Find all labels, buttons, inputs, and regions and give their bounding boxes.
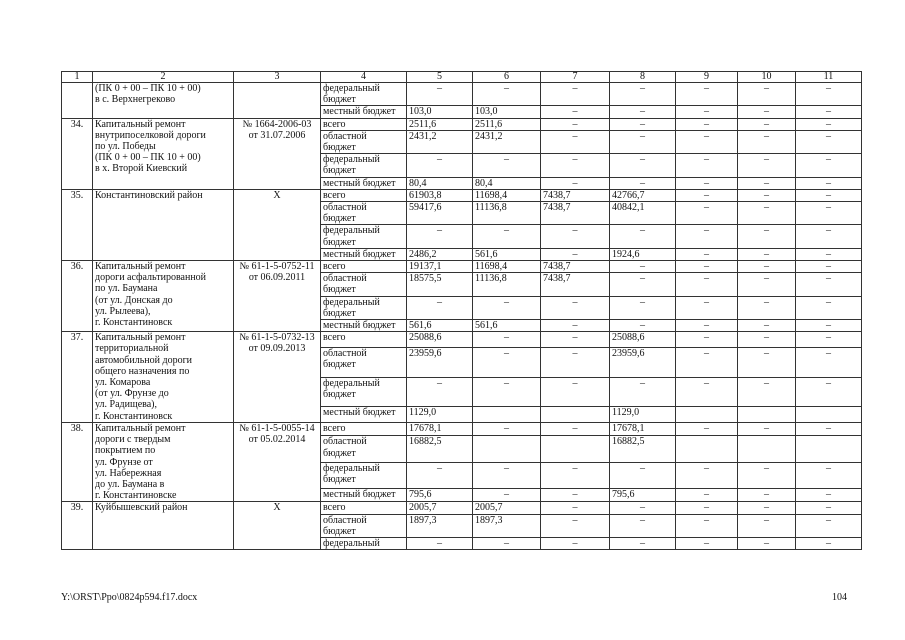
amount-cell: – [676, 118, 738, 130]
amount-cell: 11136,8 [473, 202, 541, 225]
funding-source: местный бюджет [321, 177, 407, 189]
amount-cell: – [473, 462, 541, 488]
amount-cell: 40842,1 [610, 202, 676, 225]
amount-cell: – [796, 422, 862, 436]
object-name: Константиновский район [93, 189, 234, 260]
header-cell: 10 [738, 72, 796, 83]
amount-cell: – [407, 537, 473, 549]
amount-cell: – [610, 296, 676, 319]
amount-cell: – [676, 347, 738, 377]
object-name: Капитальный ремонт дороги асфальтированной по ул. Баумана (от ул. Донская до ул. Рылеева), г. Константиновск [93, 261, 234, 332]
amount-cell: – [676, 537, 738, 549]
amount-cell: – [796, 248, 862, 260]
document-ref: X [234, 189, 321, 260]
amount-cell: – [610, 377, 676, 407]
amount-cell: – [676, 202, 738, 225]
amount-cell: – [796, 332, 862, 348]
funding-source: местный бюджет [321, 248, 407, 260]
funding-source: федеральный бюджет [321, 154, 407, 177]
amount-cell: – [796, 296, 862, 319]
amount-cell: – [610, 118, 676, 130]
amount-cell: – [796, 83, 862, 106]
amount-cell [473, 407, 541, 423]
amount-cell: – [407, 154, 473, 177]
amount-cell: – [541, 462, 610, 488]
amount-cell: 80,4 [473, 177, 541, 189]
amount-cell: 16882,5 [407, 436, 473, 462]
amount-cell: 16882,5 [610, 436, 676, 462]
amount-cell: – [407, 296, 473, 319]
amount-cell: – [473, 377, 541, 407]
amount-cell: – [738, 422, 796, 436]
amount-cell: – [676, 514, 738, 537]
amount-cell: – [610, 261, 676, 273]
amount-cell: – [796, 261, 862, 273]
amount-cell: – [676, 261, 738, 273]
table-row [62, 502, 862, 514]
amount-cell: – [738, 248, 796, 260]
funding-source: местный бюджет [321, 488, 407, 502]
funding-source: местный бюджет [321, 407, 407, 423]
funding-source: федеральный бюджет [321, 83, 407, 106]
amount-cell: – [676, 225, 738, 248]
amount-cell: – [541, 537, 610, 549]
amount-cell: – [473, 296, 541, 319]
amount-cell: – [796, 377, 862, 407]
amount-cell: 61903,8 [407, 189, 473, 201]
object-name: Капитальный ремонт территориальной автомобильной дороги общего назначения по ул. Комарова (от ул. Фрунзе до ул. Радищева), г. Константиновск [93, 332, 234, 423]
row-number: 35. [62, 189, 93, 260]
amount-cell: – [407, 225, 473, 248]
amount-cell: – [738, 462, 796, 488]
funding-source: местный бюджет [321, 320, 407, 332]
document-ref: № 61-1-5-0055-14 от 05.02.2014 [234, 422, 321, 501]
amount-cell: – [676, 422, 738, 436]
funding-source: областной бюджет [321, 347, 407, 377]
amount-cell: 795,6 [610, 488, 676, 502]
amount-cell: 19137,1 [407, 261, 473, 273]
amount-cell: 59417,6 [407, 202, 473, 225]
amount-cell: 561,6 [473, 320, 541, 332]
funding-source: всего [321, 118, 407, 130]
amount-cell: – [676, 273, 738, 296]
amount-cell: 80,4 [407, 177, 473, 189]
amount-cell: – [796, 118, 862, 130]
row-number: 38. [62, 422, 93, 501]
amount-cell: – [796, 130, 862, 153]
amount-cell: – [610, 320, 676, 332]
amount-cell: 1897,3 [407, 514, 473, 537]
amount-cell: – [738, 502, 796, 514]
amount-cell: – [738, 83, 796, 106]
header-cell: 3 [234, 72, 321, 83]
table-row [62, 118, 862, 130]
amount-cell: 25088,6 [610, 332, 676, 348]
funding-source: областной бюджет [321, 273, 407, 296]
amount-cell: – [610, 273, 676, 296]
amount-cell: – [407, 462, 473, 488]
amount-cell: – [738, 296, 796, 319]
object-name: Капитальный ремонт дороги с твердым покрытием по ул. Фрунзе от ул. Набережная до ул. Баумана в г. Константиновске [93, 422, 234, 501]
amount-cell: – [738, 488, 796, 502]
document-ref: X [234, 502, 321, 550]
amount-cell: 1129,0 [610, 407, 676, 423]
amount-cell: – [541, 488, 610, 502]
table-row [62, 261, 862, 273]
amount-cell: 1924,6 [610, 248, 676, 260]
amount-cell: – [610, 502, 676, 514]
funding-source: областной бюджет [321, 514, 407, 537]
header-row [62, 72, 862, 83]
amount-cell: – [541, 225, 610, 248]
amount-cell: – [676, 296, 738, 319]
amount-cell: – [738, 130, 796, 153]
header-cell: 1 [62, 72, 93, 83]
amount-cell: – [676, 106, 738, 118]
amount-cell: – [610, 83, 676, 106]
page-number: 104 [832, 592, 847, 603]
amount-cell: – [796, 347, 862, 377]
amount-cell: 561,6 [407, 320, 473, 332]
amount-cell: – [610, 225, 676, 248]
budget-table [61, 71, 862, 550]
amount-cell: – [541, 502, 610, 514]
amount-cell: 2005,7 [473, 502, 541, 514]
amount-cell: – [473, 225, 541, 248]
document-path: Y:\ORST\Ppo\0824p594.f17.docx [61, 592, 198, 603]
amount-cell: 1129,0 [407, 407, 473, 423]
amount-cell: – [676, 332, 738, 348]
amount-cell: 795,6 [407, 488, 473, 502]
amount-cell: – [738, 347, 796, 377]
amount-cell: – [738, 537, 796, 549]
document-ref [234, 83, 321, 119]
amount-cell: – [541, 514, 610, 537]
funding-source: федеральный бюджет [321, 225, 407, 248]
amount-cell: – [541, 347, 610, 377]
amount-cell: – [541, 248, 610, 260]
amount-cell: – [676, 488, 738, 502]
amount-cell [473, 436, 541, 462]
amount-cell [541, 407, 610, 423]
amount-cell: 2005,7 [407, 502, 473, 514]
amount-cell: 25088,6 [407, 332, 473, 348]
amount-cell: – [738, 273, 796, 296]
amount-cell: – [610, 154, 676, 177]
funding-source: областной бюджет [321, 202, 407, 225]
header-cell: 6 [473, 72, 541, 83]
amount-cell: – [610, 537, 676, 549]
amount-cell: – [473, 83, 541, 106]
table-row [62, 83, 862, 106]
amount-cell: – [738, 189, 796, 201]
amount-cell: – [796, 488, 862, 502]
amount-cell: – [738, 118, 796, 130]
object-name: (ПК 0 + 00 – ПК 10 + 00) в с. Верхнегреково [93, 83, 234, 119]
funding-source: всего [321, 422, 407, 436]
funding-source: областной бюджет [321, 130, 407, 153]
amount-cell: – [738, 177, 796, 189]
amount-cell: – [738, 154, 796, 177]
object-name: Куйбышевский район [93, 502, 234, 550]
amount-cell: – [610, 514, 676, 537]
amount-cell: 17678,1 [610, 422, 676, 436]
amount-cell: – [796, 320, 862, 332]
amount-cell [796, 436, 862, 462]
amount-cell: – [676, 189, 738, 201]
amount-cell: – [473, 154, 541, 177]
funding-source: всего [321, 189, 407, 201]
row-number [62, 83, 93, 119]
amount-cell: 17678,1 [407, 422, 473, 436]
funding-source: всего [321, 332, 407, 348]
amount-cell: – [541, 118, 610, 130]
header-cell: 8 [610, 72, 676, 83]
amount-cell: – [796, 202, 862, 225]
amount-cell: 7438,7 [541, 202, 610, 225]
amount-cell: – [541, 377, 610, 407]
amount-cell [541, 436, 610, 462]
amount-cell: – [473, 347, 541, 377]
amount-cell: – [541, 177, 610, 189]
row-number: 37. [62, 332, 93, 423]
amount-cell: – [796, 154, 862, 177]
amount-cell: – [796, 514, 862, 537]
amount-cell: – [738, 261, 796, 273]
amount-cell: – [610, 106, 676, 118]
amount-cell [676, 436, 738, 462]
amount-cell: – [796, 225, 862, 248]
amount-cell: – [738, 106, 796, 118]
amount-cell: – [676, 177, 738, 189]
table-row [62, 189, 862, 201]
document-ref: № 61-1-5-0752-11 от 06.09.2011 [234, 261, 321, 332]
amount-cell: 2486,2 [407, 248, 473, 260]
amount-cell: 1897,3 [473, 514, 541, 537]
funding-source: всего [321, 502, 407, 514]
amount-cell [738, 407, 796, 423]
amount-cell: – [541, 130, 610, 153]
amount-cell: 7438,7 [541, 189, 610, 201]
table-body [62, 72, 862, 550]
amount-cell: 11698,4 [473, 261, 541, 273]
amount-cell: – [541, 154, 610, 177]
row-number: 36. [62, 261, 93, 332]
amount-cell: 23959,6 [407, 347, 473, 377]
amount-cell: 103,0 [407, 106, 473, 118]
amount-cell: – [541, 422, 610, 436]
amount-cell: – [473, 332, 541, 348]
amount-cell: – [541, 320, 610, 332]
amount-cell: – [676, 83, 738, 106]
amount-cell: 2431,2 [473, 130, 541, 153]
amount-cell: – [796, 189, 862, 201]
amount-cell: – [796, 462, 862, 488]
amount-cell: 2511,6 [473, 118, 541, 130]
funding-source: федеральный бюджет [321, 377, 407, 407]
amount-cell: 42766,7 [610, 189, 676, 201]
amount-cell [738, 436, 796, 462]
amount-cell [676, 407, 738, 423]
amount-cell: 103,0 [473, 106, 541, 118]
amount-cell: – [738, 225, 796, 248]
amount-cell: – [610, 130, 676, 153]
amount-cell [796, 407, 862, 423]
header-cell: 5 [407, 72, 473, 83]
table-row [62, 332, 862, 348]
amount-cell: 7438,7 [541, 273, 610, 296]
amount-cell: – [541, 332, 610, 348]
header-cell: 7 [541, 72, 610, 83]
funding-source: федеральный бюджет [321, 462, 407, 488]
amount-cell: – [738, 320, 796, 332]
row-number: 34. [62, 118, 93, 189]
amount-cell: – [676, 462, 738, 488]
amount-cell: – [610, 177, 676, 189]
amount-cell: 11698,4 [473, 189, 541, 201]
amount-cell: – [473, 537, 541, 549]
funding-source: областной бюджет [321, 436, 407, 462]
amount-cell: – [610, 462, 676, 488]
amount-cell: – [676, 130, 738, 153]
amount-cell: – [796, 537, 862, 549]
amount-cell: 2431,2 [407, 130, 473, 153]
header-cell: 9 [676, 72, 738, 83]
document-ref: № 1664-2006-03 от 31.07.2006 [234, 118, 321, 189]
amount-cell: – [676, 154, 738, 177]
amount-cell: – [796, 106, 862, 118]
amount-cell: – [473, 488, 541, 502]
amount-cell: 11136,8 [473, 273, 541, 296]
amount-cell: – [738, 377, 796, 407]
amount-cell: – [738, 514, 796, 537]
amount-cell: – [407, 83, 473, 106]
table-row [62, 422, 862, 436]
amount-cell: – [541, 106, 610, 118]
funding-source: федеральный бюджет [321, 296, 407, 319]
amount-cell: 23959,6 [610, 347, 676, 377]
amount-cell: – [676, 377, 738, 407]
funding-source: федеральный [321, 537, 407, 549]
amount-cell: – [796, 177, 862, 189]
amount-cell: – [541, 83, 610, 106]
header-cell: 2 [93, 72, 234, 83]
amount-cell: – [796, 273, 862, 296]
header-cell: 11 [796, 72, 862, 83]
amount-cell: – [676, 320, 738, 332]
amount-cell: – [738, 332, 796, 348]
amount-cell: – [541, 296, 610, 319]
row-number: 39. [62, 502, 93, 550]
funding-source: всего [321, 261, 407, 273]
amount-cell: 561,6 [473, 248, 541, 260]
document-ref: № 61-1-5-0732-13 от 09.09.2013 [234, 332, 321, 423]
amount-cell: – [473, 422, 541, 436]
funding-source: местный бюджет [321, 106, 407, 118]
amount-cell: – [796, 502, 862, 514]
object-name: Капитальный ремонт внутрипоселковой дороги по ул. Победы (ПК 0 + 00 – ПК 10 + 00) в х. Второй Киевский [93, 118, 234, 189]
amount-cell: – [676, 248, 738, 260]
amount-cell: – [407, 377, 473, 407]
amount-cell: 7438,7 [541, 261, 610, 273]
amount-cell: 2511,6 [407, 118, 473, 130]
amount-cell: 18575,5 [407, 273, 473, 296]
amount-cell: – [676, 502, 738, 514]
header-cell: 4 [321, 72, 407, 83]
amount-cell: – [738, 202, 796, 225]
